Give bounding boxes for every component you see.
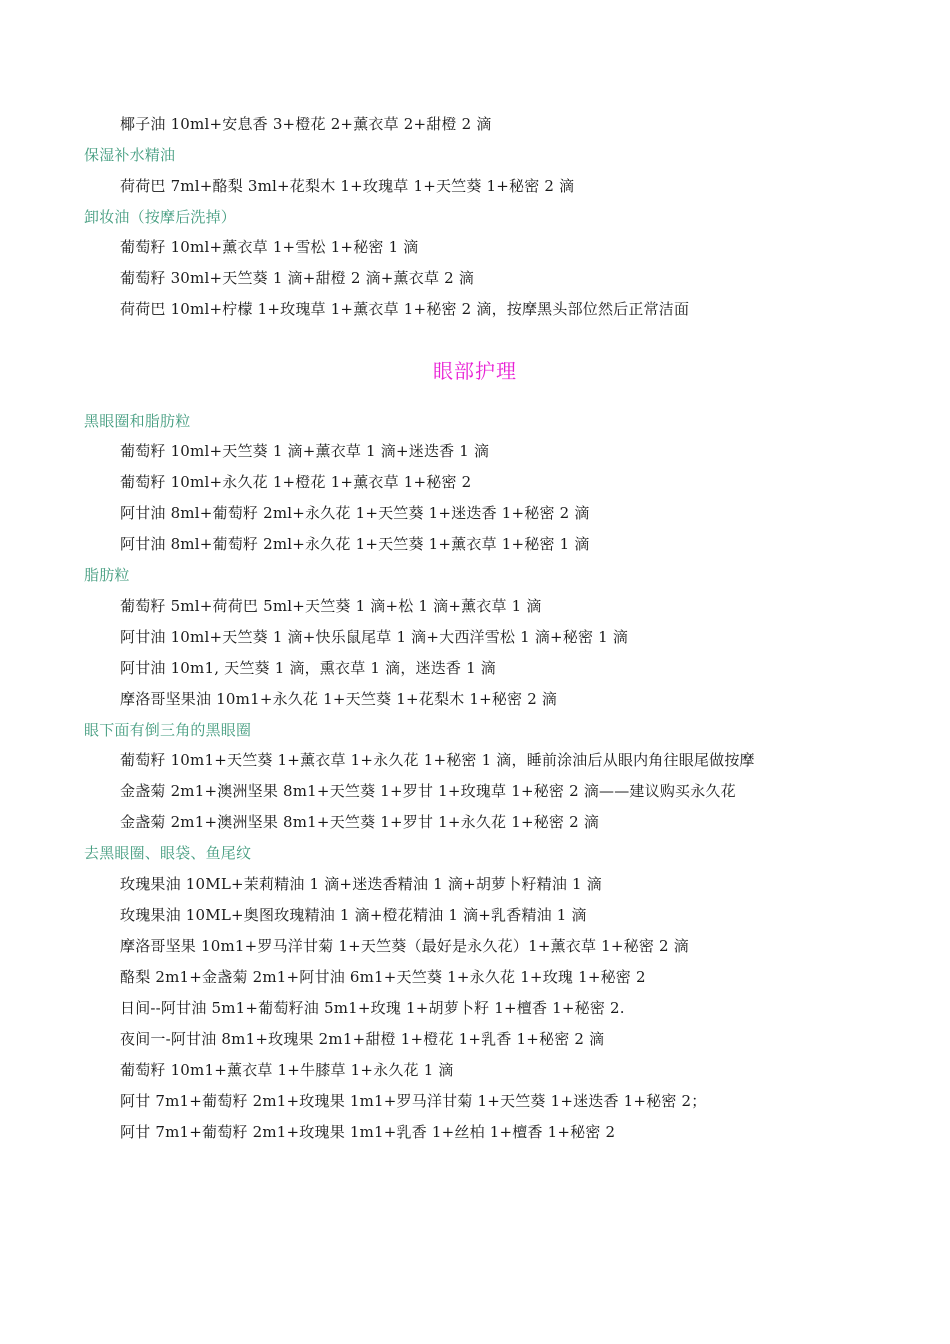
recipe-line: 葡萄籽 10ml+薰衣草 1+雪松 1+秘密 1 滴	[120, 238, 419, 256]
subheading-dark-circles-milia: 黑眼圈和脂肪粒	[84, 412, 191, 430]
recipe-line: 葡萄籽 10m1+薰衣草 1+牛膝草 1+永久花 1 滴	[120, 1061, 454, 1079]
subheading-eye-bags-wrinkles: 去黑眼圈、眼袋、鱼尾纹	[84, 844, 252, 862]
recipe-line: 阿甘 7m1+葡萄籽 2m1+玫瑰果 1m1+乳香 1+丝柏 1+檀香 1+秘密 2	[120, 1123, 616, 1141]
recipe-line: 玫瑰果油 10ML+茉莉精油 1 滴+迷迭香精油 1 滴+胡萝卜籽精油 1 滴	[120, 875, 602, 893]
recipe-line: 荷荷巴 7ml+酪梨 3ml+花梨木 1+玫瑰草 1+天竺葵 1+秘密 2 滴	[120, 177, 575, 195]
recipe-line: 日间--阿甘油 5m1+葡萄籽油 5m1+玫瑰 1+胡萝卜籽 1+檀香 1+秘密 2.	[120, 999, 625, 1017]
subheading-triangle-dark-circles: 眼下面有倒三角的黑眼圈	[84, 721, 252, 739]
recipe-line: 玫瑰果油 10ML+奥图玫瑰精油 1 滴+橙花精油 1 滴+乳香精油 1 滴	[120, 906, 587, 924]
section-title-eye-care: 眼部护理	[433, 359, 517, 383]
recipe-line: 夜间一-阿甘油 8m1+玫瑰果 2m1+甜橙 1+橙花 1+乳香 1+秘密 2 滴	[120, 1030, 605, 1048]
recipe-line: 葡萄籽 5ml+荷荷巴 5ml+天竺葵 1 滴+松 1 滴+薰衣草 1 滴	[120, 597, 542, 615]
recipe-line: 荷荷巴 10ml+柠檬 1+玫瑰草 1+薰衣草 1+秘密 2 滴，按摩黑头部位然后正常洁面	[120, 300, 690, 318]
subheading-moisture: 保湿补水精油	[84, 146, 176, 164]
recipe-line: 阿甘油 10ml+天竺葵 1 滴+快乐鼠尾草 1 滴+大西洋雪松 1 滴+秘密 1 滴	[120, 628, 629, 646]
recipe-line: 葡萄籽 10ml+天竺葵 1 滴+薰衣草 1 滴+迷迭香 1 滴	[120, 442, 490, 460]
recipe-line: 阿甘 7m1+葡萄籽 2m1+玫瑰果 1m1+罗马洋甘菊 1+天竺葵 1+迷迭香 1+秘密 2；	[120, 1092, 707, 1110]
recipe-line: 阿甘油 8ml+葡萄籽 2ml+永久花 1+天竺葵 1+迷迭香 1+秘密 2 滴	[120, 504, 590, 522]
subheading-milia: 脂肪粒	[84, 566, 130, 584]
recipe-line: 阿甘油 8ml+葡萄籽 2ml+永久花 1+天竺葵 1+薰衣草 1+秘密 1 滴	[120, 535, 590, 553]
recipe-line: 葡萄籽 30ml+天竺葵 1 滴+甜橙 2 滴+薰衣草 2 滴	[120, 269, 475, 287]
recipe-line: 葡萄籽 10ml+永久花 1+橙花 1+薰衣草 1+秘密 2	[120, 473, 472, 491]
recipe-line: 摩洛哥坚果油 10m1+永久花 1+天竺葵 1+花梨木 1+秘密 2 滴	[120, 690, 558, 708]
recipe-line: 金盏菊 2m1+澳洲坚果 8m1+天竺葵 1+罗甘 1+玫瑰草 1+秘密 2 滴——建议购买永久花	[120, 782, 736, 800]
recipe-line: 酪梨 2m1+金盏菊 2m1+阿甘油 6m1+天竺葵 1+永久花 1+玫瑰 1+秘密 2	[120, 968, 646, 986]
recipe-line: 椰子油 10ml+安息香 3+橙花 2+薰衣草 2+甜橙 2 滴	[120, 115, 492, 133]
recipe-line: 葡萄籽 10m1+天竺葵 1+薰衣草 1+永久花 1+秘密 1 滴，睡前涂油后从眼内角往眼尾做按摩	[120, 751, 755, 769]
subheading-makeup-remover: 卸妆油（按摩后洗掉）	[84, 208, 237, 226]
recipe-line: 阿甘油 10m1, 天竺葵 1 滴，熏衣草 1 滴，迷迭香 1 滴	[120, 659, 496, 677]
recipe-line: 金盏菊 2m1+澳洲坚果 8m1+天竺葵 1+罗甘 1+永久花 1+秘密 2 滴	[120, 813, 600, 831]
recipe-line: 摩洛哥坚果 10m1+罗马洋甘菊 1+天竺葵（最好是永久花）1+薰衣草 1+秘密 2 滴	[120, 937, 689, 955]
